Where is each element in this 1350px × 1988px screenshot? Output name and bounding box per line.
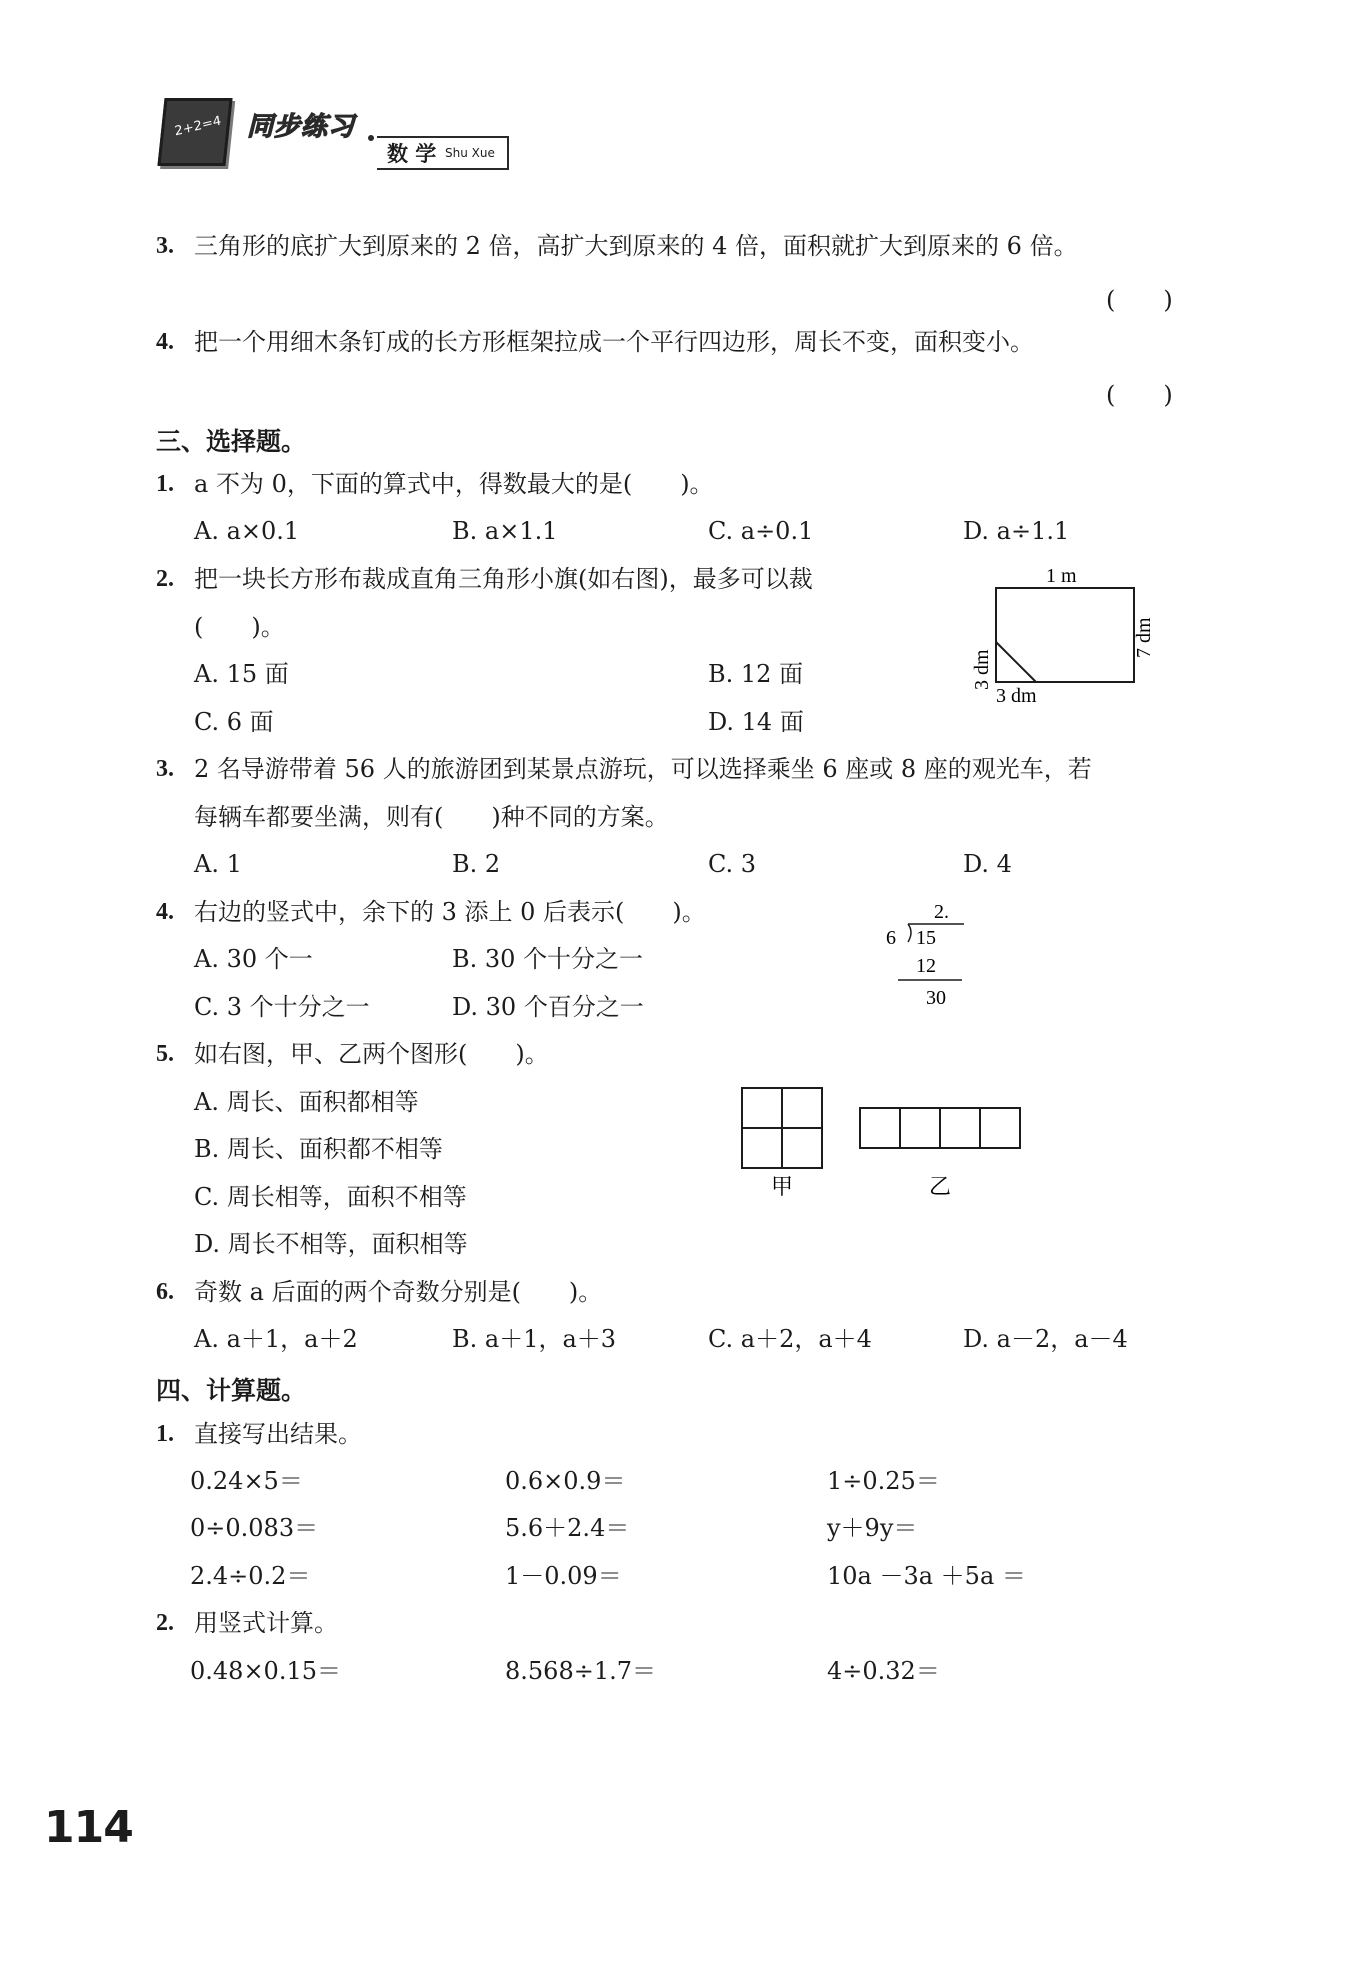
choice-q3-option-b[interactable]: B. 2 bbox=[452, 850, 501, 878]
calc-q2-item[interactable]: 8.568÷1.7＝ bbox=[505, 1657, 656, 1685]
choice-q3-text-cont: 每辆车都要坐满，则有( )种不同的方案。 bbox=[194, 803, 669, 831]
calc-q1-item[interactable]: 10a －3a ＋5a ＝ bbox=[827, 1562, 1026, 1590]
choice-q4-option-b[interactable]: B. 30 个十分之一 bbox=[452, 945, 644, 973]
flag-left-label: 3 dm bbox=[971, 649, 993, 690]
choice-q2-text-cont: ( )。 bbox=[194, 613, 285, 641]
triangle-flag-hypotenuse bbox=[996, 642, 1036, 682]
choice-q1-text: a 不为 0，下面的算式中，得数最大的是( )。 bbox=[194, 470, 714, 498]
subject-pinyin: Shu Xue bbox=[445, 146, 495, 160]
choice-q2-option-c[interactable]: C. 6 面 bbox=[194, 708, 274, 736]
choice-q6-option-d[interactable]: D. a－2，a－4 bbox=[963, 1325, 1128, 1353]
judge-q4-text: 把一个用细木条钉成的长方形框架拉成一个平行四边形，周长不变，面积变小。 bbox=[194, 328, 1034, 356]
flag-rectangle-figure bbox=[960, 560, 1180, 720]
book-header bbox=[155, 92, 515, 172]
choice-q5-option-c[interactable]: C. 周长相等，面积不相等 bbox=[194, 1183, 467, 1211]
subject-label: 数 学 bbox=[387, 142, 437, 166]
calc-q1-item[interactable]: 0÷0.083＝ bbox=[190, 1514, 319, 1542]
division-bracket bbox=[908, 924, 911, 942]
choice-q3-text: 2 名导游带着 56 人的旅游团到某景点游玩，可以选择乘坐 6 座或 8 座的观光车，若 bbox=[194, 755, 1092, 783]
shape-yi bbox=[860, 1108, 1020, 1148]
page-number: 114 bbox=[44, 1802, 133, 1853]
calc-section-title: 四、计算题。 bbox=[156, 1376, 307, 1405]
choice-q5-text: 如右图，甲、乙两个图形( )。 bbox=[194, 1040, 549, 1068]
calc-q1-item[interactable]: 1÷0.25＝ bbox=[827, 1467, 940, 1495]
division-dividend: 15 bbox=[916, 927, 936, 949]
flag-bottom-label: 3 dm bbox=[996, 685, 1037, 707]
shape-jia bbox=[742, 1088, 822, 1168]
calc-q2-item[interactable]: 4÷0.32＝ bbox=[827, 1657, 940, 1685]
choice-q3-number: 3. bbox=[156, 756, 174, 782]
board-text: 2+2=4 bbox=[173, 113, 223, 140]
choice-q3-option-a[interactable]: A. 1 bbox=[194, 850, 242, 878]
calc-q1-number: 1. bbox=[156, 1421, 174, 1447]
choice-q3-option-d[interactable]: D. 4 bbox=[963, 850, 1012, 878]
choice-q2-number: 2. bbox=[156, 566, 174, 592]
choice-q4-option-a[interactable]: A. 30 个一 bbox=[194, 945, 313, 973]
header-dot bbox=[365, 132, 377, 144]
choice-q4-number: 4. bbox=[156, 899, 174, 925]
choice-q5-option-b[interactable]: B. 周长、面积都不相等 bbox=[194, 1135, 443, 1163]
shape-yi-label: 乙 bbox=[929, 1174, 952, 1199]
choice-q2-option-a[interactable]: A. 15 面 bbox=[194, 660, 289, 688]
judge-q3-text: 三角形的底扩大到原来的 2 倍，高扩大到原来的 4 倍，面积就扩大到原来的 6 倍。 bbox=[194, 232, 1078, 260]
calc-q1-item[interactable]: 2.4÷0.2＝ bbox=[190, 1562, 311, 1590]
rect-top-label: 1 m bbox=[1046, 565, 1077, 587]
choice-q4-option-d[interactable]: D. 30 个百分之一 bbox=[452, 993, 644, 1021]
choice-q4-text: 右边的竖式中，余下的 3 添上 0 后表示( )。 bbox=[194, 898, 706, 926]
division-product: 12 bbox=[916, 955, 936, 977]
calc-q2-item[interactable]: 0.48×0.15＝ bbox=[190, 1657, 341, 1685]
judge-q3-answer-paren[interactable]: ( ) bbox=[1106, 286, 1173, 314]
rect-right-label: 7 dm bbox=[1133, 617, 1155, 658]
calc-q2-text: 用竖式计算。 bbox=[194, 1609, 338, 1637]
choice-q1-option-d[interactable]: D. a÷1.1 bbox=[963, 517, 1070, 545]
calc-q1-item[interactable]: 1－0.09＝ bbox=[505, 1562, 622, 1590]
choice-q5-option-a[interactable]: A. 周长、面积都相等 bbox=[194, 1088, 419, 1116]
choice-q1-option-c[interactable]: C. a÷0.1 bbox=[708, 517, 814, 545]
division-quotient: 2. bbox=[934, 901, 949, 923]
choice-q6-option-c[interactable]: C. a＋2，a＋4 bbox=[708, 1325, 872, 1353]
calc-q1-item[interactable]: 0.24×5＝ bbox=[190, 1467, 303, 1495]
judge-q4-answer-paren[interactable]: ( ) bbox=[1106, 381, 1173, 409]
choice-q5-number: 5. bbox=[156, 1041, 174, 1067]
choice-q2-text: 把一块长方形布裁成直角三角形小旗(如右图)，最多可以裁 bbox=[194, 565, 813, 593]
choice-q1-number: 1. bbox=[156, 471, 174, 497]
choice-q6-option-b[interactable]: B. a＋1，a＋3 bbox=[452, 1325, 617, 1353]
calc-q2-number: 2. bbox=[156, 1610, 174, 1636]
choice-q6-option-a[interactable]: A. a＋1，a＋2 bbox=[194, 1325, 358, 1353]
division-remainder: 30 bbox=[926, 987, 946, 1009]
blackboard-icon bbox=[157, 98, 232, 166]
choice-q6-text: 奇数 a 后面的两个奇数分别是( )。 bbox=[194, 1278, 603, 1306]
judge-q4-number: 4. bbox=[156, 329, 174, 355]
choice-section-title: 三、选择题。 bbox=[156, 427, 307, 456]
choice-q1-option-a[interactable]: A. a×0.1 bbox=[194, 517, 300, 545]
calc-q1-item[interactable]: y＋9y＝ bbox=[827, 1514, 918, 1542]
division-divisor: 6 bbox=[886, 927, 896, 949]
calc-q1-item[interactable]: 0.6×0.9＝ bbox=[505, 1467, 626, 1495]
choice-q4-option-c[interactable]: C. 3 个十分之一 bbox=[194, 993, 370, 1021]
choice-q2-option-d[interactable]: D. 14 面 bbox=[708, 708, 804, 736]
shape-jia-label: 甲 bbox=[771, 1174, 794, 1199]
choice-q6-number: 6. bbox=[156, 1279, 174, 1305]
choice-q1-option-b[interactable]: B. a×1.1 bbox=[452, 517, 558, 545]
choice-q2-option-b[interactable]: B. 12 面 bbox=[708, 660, 804, 688]
series-title: 同步练习 bbox=[247, 112, 356, 142]
long-division-figure bbox=[876, 898, 986, 1016]
choice-q3-option-c[interactable]: C. 3 bbox=[708, 850, 757, 878]
cloth-rectangle bbox=[996, 588, 1134, 682]
calc-q1-item[interactable]: 5.6＋2.4＝ bbox=[505, 1514, 630, 1542]
calc-q1-text: 直接写出结果。 bbox=[194, 1420, 362, 1448]
judge-q3-number: 3. bbox=[156, 233, 174, 259]
shapes-figure bbox=[730, 1082, 1030, 1202]
choice-q5-option-d[interactable]: D. 周长不相等，面积相等 bbox=[194, 1230, 468, 1258]
